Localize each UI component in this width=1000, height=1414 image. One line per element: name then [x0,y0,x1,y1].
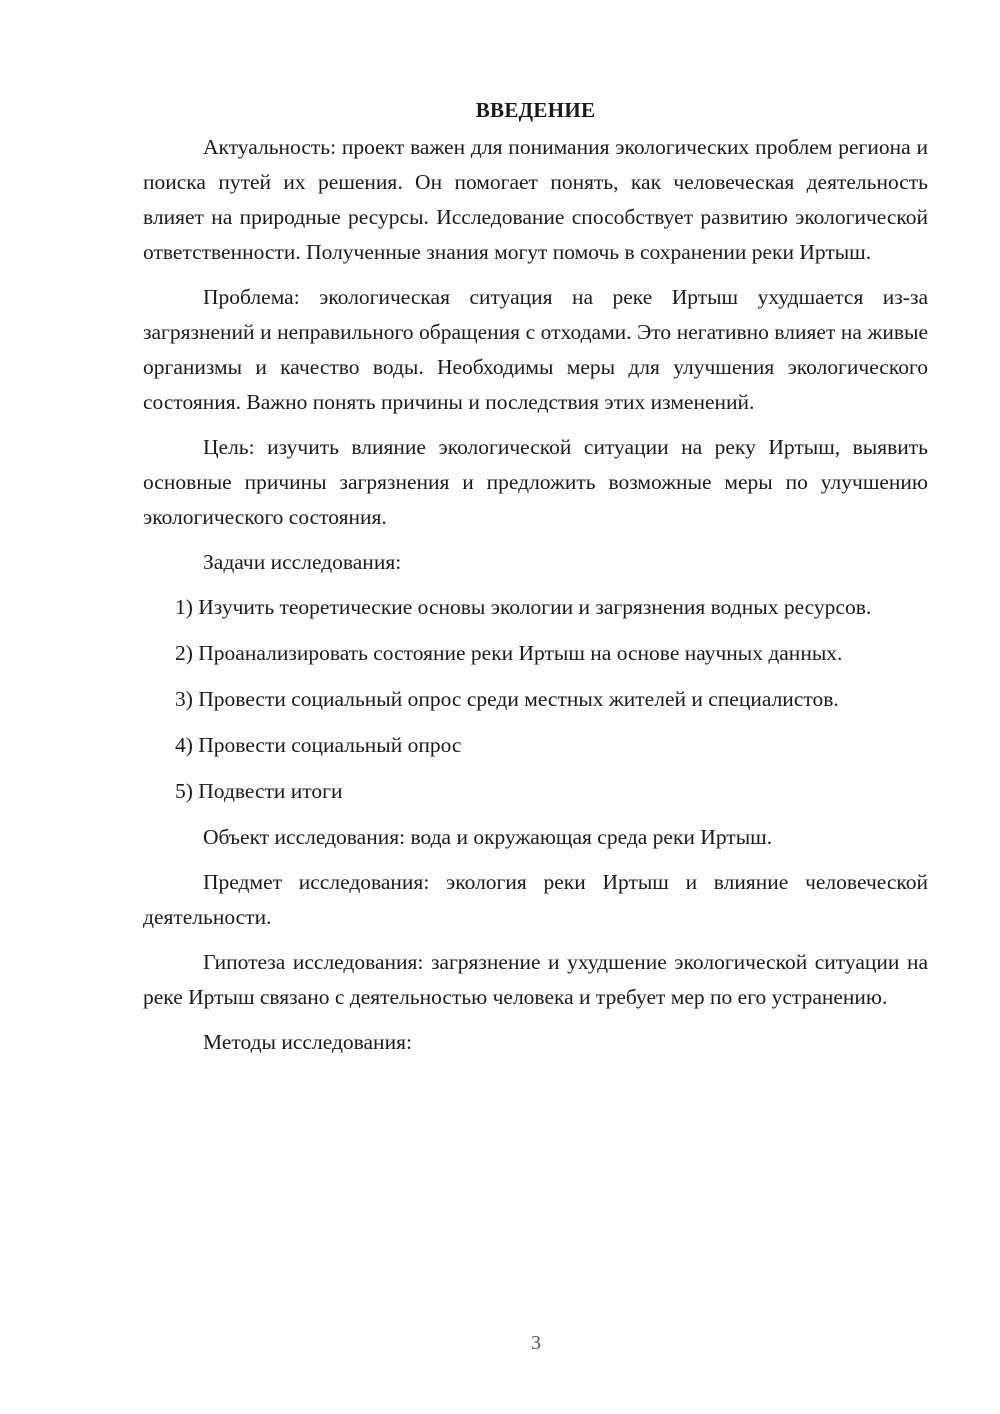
task-item-1: 1) Изучить теоретические основы экологии и загрязнения водных ресурсов. [175,595,872,619]
document-page [143,92,928,1070]
hypothesis-paragraph: Гипотеза исследования: загрязнение и ухудшение экологической ситуации на реке Иртыш связано с деятельностью человека и требует мер по его устранению. [143,950,928,1009]
task-item-4: 4) Провести социальный опрос [175,733,462,757]
task-item-5: 5) Подвести итоги [175,779,343,803]
object-paragraph: Объект исследования: вода и окружающая среда реки Иртыш. [203,825,773,849]
subject-paragraph: Предмет исследования: экология реки Иртыш и влияние человеческой деятельности. [143,870,928,929]
page-number: 3 [531,1332,541,1354]
task-item-2: 2) Проанализировать состояние реки Иртыш на основе научных данных. [175,641,843,665]
section-title: ВВЕДЕНИЕ [475,98,596,122]
task-item-3: 3) Провести социальный опрос среди местных жителей и специалистов. [175,687,839,711]
tasks-list [143,590,928,809]
goal-paragraph: Цель: изучить влияние экологической ситуации на реку Иртыш, выявить основные причины загрязнения и предложить возможные меры по улучшению экологического состояния. [143,435,928,529]
problem-paragraph: Проблема: экологическая ситуация на реке Иртыш ухудшается из-за загрязнений и неправильного обращения с отходами. Это негативно влияет на живые организмы и качество воды. Необходимы меры для улучшения экологического состояния. Важно понять причины и последствия этих изменений. [143,285,928,414]
relevance-paragraph: Актуальность: проект важен для понимания экологических проблем региона и поиска путей их решения. Он помогает понять, как человеческая деятельность влияет на природные ресурсы. Исследование способствует развитию экологической ответственности. Полученные знания могут помочь в сохранении реки Иртыш. [143,135,928,264]
methods-paragraph: Методы исследования: [203,1030,412,1054]
tasks-heading: Задачи исследования: [203,550,402,574]
